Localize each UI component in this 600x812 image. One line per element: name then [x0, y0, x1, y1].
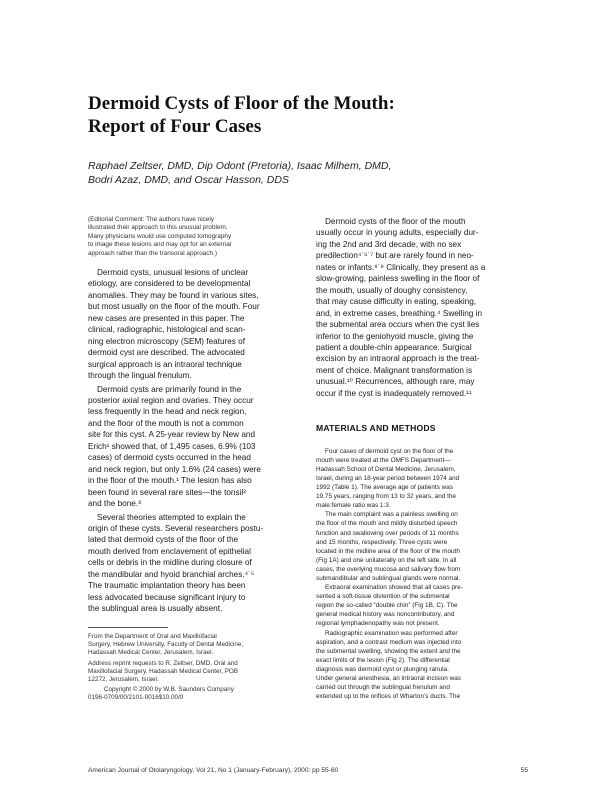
methods-paragraph	[316, 629, 528, 702]
text-line: to image these lesions and may opt for an external	[88, 241, 232, 249]
text-line: through the lingual frenulum.	[88, 371, 192, 381]
footnote-line: Surgery, Hebrew University, Faculty of Dental Medicine,	[88, 641, 244, 649]
text-line: excision by an intraoral approach is the treat-	[316, 354, 480, 364]
methods-text	[316, 447, 528, 702]
footnote-line: Maxillofacial Surgery, Hadassah Medical Center, POB	[88, 667, 239, 675]
text-line: Four cases of dermoid cyst on the floor of the	[325, 447, 454, 455]
footnote-line: 12272, Jerusalem, Israel.	[88, 676, 159, 684]
text-line: Dermoid cysts of the floor of the mouth	[325, 217, 466, 226]
text-line: predilection⁴˙⁶˙⁷ but are rarely found in neo-	[316, 251, 474, 261]
text-line: slow-growing, painless swelling in the floor of	[316, 274, 480, 284]
text-line: the mouth, usually of doughy consistency,	[316, 285, 468, 295]
text-line: mouth were treated at the OMFS Department—	[316, 456, 451, 464]
text-line: Under general anesthesia, an intraoral incision was	[316, 675, 461, 683]
text-line: less frequently in the head and neck region,	[88, 407, 247, 417]
text-line: patient a double-chin appearance. Surgical	[316, 342, 472, 352]
author-line: Raphael Zeltser, DMD, Dip Odont (Pretoria), Isaac Milhem, DMD,	[88, 160, 392, 172]
text-line: 19.75 years, ranging from 13 to 32 years, and the	[316, 493, 456, 501]
text-line: The traumatic implantation theory has been	[88, 581, 246, 591]
text-line: and the floor of the mouth is not a common	[88, 418, 244, 428]
text-line: aspiration, and a contrast medium was injected into	[316, 638, 462, 646]
body-paragraph	[88, 512, 306, 615]
text-line: regional lymphadenopathy was not present.	[316, 620, 440, 628]
text-line: the floor of the mouth and mildly disturbed speech	[316, 520, 458, 528]
text-line: (Fig 1A) and one unilaterally on the left side. In all	[316, 556, 457, 564]
text-line: but most usually on the floor of the mouth. Four	[88, 302, 260, 312]
text-line: been found in several rare sites—the tonsil²	[88, 487, 246, 497]
text-line: usually occur in young adults, especially dur-	[316, 228, 479, 238]
text-line: mouth derived from enclavement of epithelial	[88, 546, 251, 556]
text-line: and, in extreme cases, breathing.⁴ Swelling in	[316, 308, 482, 318]
text-line: Dermoid cysts are primarily found in the	[97, 384, 242, 394]
text-line: and 15 months, respectively. Three cysts were	[316, 538, 448, 546]
right-column	[316, 216, 528, 701]
text-line: surgical approach is an intraoral technique	[88, 359, 242, 369]
text-line: inferior to the geniohyoid muscle, giving the	[316, 331, 474, 341]
footnote-line: From the Department of Oral and Maxillofacial	[88, 633, 217, 640]
text-line: ment of choice. Malignant transformation is	[316, 365, 473, 375]
title-line: Dermoid Cysts of Floor of the Mouth:	[88, 93, 395, 114]
text-line: that may cause difficulty in eating, speaking,	[316, 297, 477, 307]
body-paragraph	[88, 384, 306, 510]
text-line: carried out through the sublingual frenulum and	[316, 684, 450, 692]
text-line: diagnosis was dermoid cyst or plunging ranula.	[316, 665, 449, 673]
text-line: dermoid cyst are described. The advocated	[88, 348, 245, 358]
text-line: the mandibular and hyoid branchial arches.⁴˙⁵	[88, 569, 255, 579]
text-line: etiology, are considered to be developmental	[88, 279, 251, 289]
text-line: less advocated because significant injury to	[88, 592, 246, 602]
page-number: 55	[520, 767, 528, 774]
text-line: male:female ratio was 1:3.	[316, 502, 391, 510]
text-line: located in the midline area of the floor of the mouth	[316, 547, 460, 555]
text-line: cases, the overlying mucosa and salivary flow from	[316, 565, 461, 573]
footnote-line: Address reprint requests to R. Zeltser, DMD, Oral and	[88, 659, 238, 667]
footnote	[88, 633, 306, 703]
footnote-line: Hadassah Medical Center, Jerusalem, Israel.	[88, 649, 214, 657]
text-line: region the so-called “double chin” (Fig 1B, C). The	[316, 602, 458, 610]
text-line: Several theories attempted to explain the	[97, 512, 246, 522]
text-line: posterior axial region and ovaries. They occur	[88, 396, 254, 406]
text-line: cells or debris in the midline during closure of	[88, 558, 252, 568]
text-line: exact limits of the lesion (Fig 2). The differential	[316, 656, 450, 664]
title-line: Report of Four Cases	[88, 116, 262, 137]
methods-paragraph	[316, 583, 528, 628]
text-line: Hadassah School of Dental Medicine, Jerusalem,	[316, 465, 456, 473]
text-line: lated that dermoid cysts of the floor of the	[88, 535, 239, 545]
text-line: nates or infants.⁸˙⁹ Clinically, they present as a	[316, 262, 486, 272]
text-line: The main complaint was a painless swelling on	[325, 511, 458, 519]
text-line: (Editorial Comment: The authors have nicely	[88, 216, 214, 223]
editorial-comment	[88, 216, 306, 258]
text-line: in the floor of the mouth.¹ The lesion has also	[88, 476, 252, 486]
text-line: Dermoid cysts, unusual lesions of unclear	[97, 268, 249, 278]
text-line: sented a soft-tissue distention of the submental	[316, 593, 450, 601]
methods-paragraph	[316, 510, 528, 583]
section-heading: MATERIALS AND METHODS	[316, 423, 436, 434]
author-line: Bodri Azaz, DMD, and Oscar Hasson, DDS	[88, 174, 289, 186]
text-line: occur if the cyst is inadequately removed.¹¹	[316, 388, 472, 398]
text-line: Extraoral examination showed that all cases pre-	[325, 584, 463, 592]
text-line: Many physicians would use computed tomography	[88, 232, 232, 240]
text-line: approach rather than the transoral approach.)	[88, 249, 217, 257]
text-line: cases) of dermoid cysts occurred in the head	[88, 453, 251, 463]
text-line: and the bone.³	[88, 499, 141, 509]
text-line: site for this cyst. A 25-year review by New and	[88, 430, 256, 440]
text-line: clinical, radiographic, histological and scan-	[88, 325, 246, 335]
text-line: and neck region, but only 1.6% (24 cases) were	[88, 464, 261, 474]
methods-paragraph	[316, 447, 528, 511]
abstract-paragraph	[88, 267, 306, 382]
text-line: general medical history was noncontributory, and	[316, 611, 455, 619]
text-line: Radiographic examination was performed after	[325, 629, 458, 637]
text-line: illustrated their approach to this unusual problem.	[88, 224, 228, 232]
text-line: extended up to the orifices of Wharton’s ducts. The	[316, 693, 460, 701]
text-line: submandibular and sublingual glands were normal.	[316, 575, 461, 583]
copyright-line: Copyright © 2000 by W.B. Saunders Company	[104, 686, 234, 694]
text-line: the sublingual area is usually absent.	[88, 604, 223, 614]
author-list	[88, 159, 528, 187]
doi-line: 0196-0709/00/2101-0016$10.00/0	[88, 694, 184, 702]
text-line: function and swallowing over periods of 11 months	[316, 529, 459, 537]
footnote-divider	[88, 627, 168, 628]
journal-citation: American Journal of Otolaryngology, Vol 21, No 1 (January-February), 2000: pp 55-60	[88, 767, 339, 774]
text-line: Israel, during an 18-year period between 1974 and	[316, 474, 460, 482]
article-title	[88, 92, 528, 138]
text-line: ing the 2nd and 3rd decade, with no sex	[316, 239, 462, 249]
text-line: 1992 (Table 1). The average age of patients was	[316, 484, 454, 492]
text-line: Erich¹ showed that, of 1,495 cases, 6.9% (103	[88, 441, 256, 451]
text-line: ning electron microscopy (SEM) features of	[88, 336, 245, 346]
text-line: new cases are presented in this paper. The	[88, 313, 245, 323]
text-line: unusual.¹⁰ Recurrences, although rare, may	[316, 377, 475, 387]
body-paragraph	[316, 216, 528, 399]
text-line: origin of these cysts. Several researchers postu-	[88, 524, 264, 533]
text-line: the submental area occurs when the cyst lies	[316, 320, 480, 330]
text-line: anomalies. They may be found in various sites,	[88, 290, 259, 300]
text-line: the submental swelling, showing the extent and the	[316, 647, 461, 655]
left-column	[88, 216, 306, 617]
